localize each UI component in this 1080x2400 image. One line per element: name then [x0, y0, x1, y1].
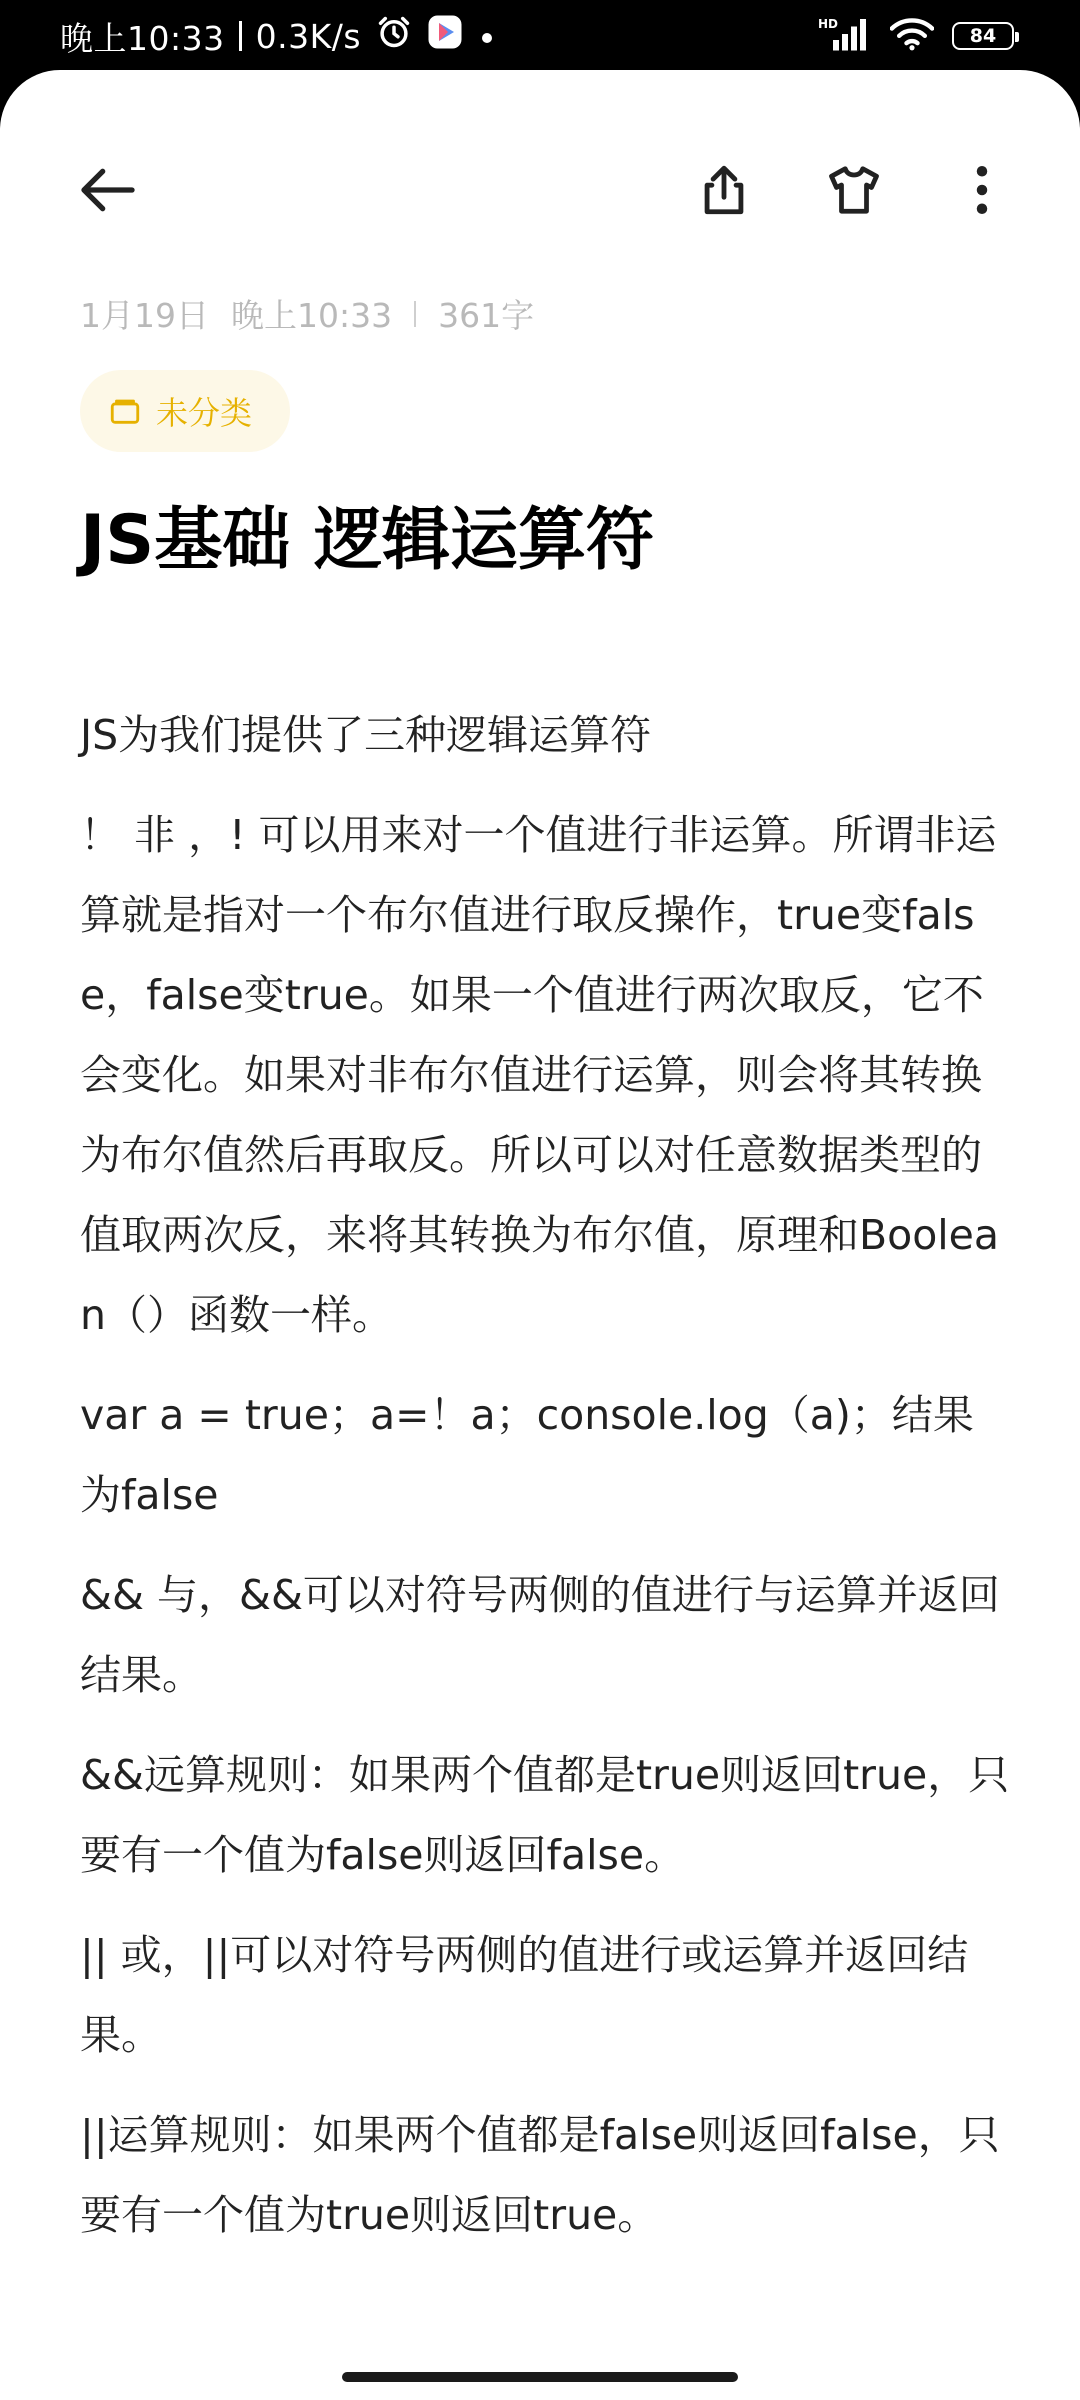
- note-paragraph: ！ 非 ，! 可以用来对一个值进行非运算。所谓非运算就是指对一个布尔值进行取反操作，true变false，false变true。如果一个值进行两次取反，它不会变化。如果对非布尔值进行运算，则会将其转换为布尔值然后再取反。所以可以对任意数据类型的值取两次反，来将其转换为布尔值，原理和Boolean（）函数一样。: [80, 811, 1000, 1339]
- wifi-icon: [890, 17, 934, 55]
- note-paragraph: JS为我们提供了三种逻辑运算符: [80, 711, 652, 759]
- share-button[interactable]: [684, 150, 764, 230]
- note-word-count: 361字: [438, 296, 535, 335]
- hd-signal-icon: [818, 16, 872, 56]
- status-divider: [239, 21, 242, 51]
- status-left: [60, 14, 497, 58]
- dot-icon: [477, 17, 497, 56]
- note-paragraph: || 或，||可以对符号两侧的值进行或运算并返回结果。: [80, 1931, 969, 2059]
- back-arrow-icon: [76, 158, 140, 222]
- network-speed: 0.3K/s: [255, 16, 362, 56]
- battery-level: 84: [969, 25, 997, 47]
- category-chip[interactable]: [80, 370, 290, 452]
- note-paragraph: && 与，&&可以对符号两侧的值进行与运算并返回结果。: [80, 1571, 1000, 1699]
- status-bar: [0, 0, 1080, 70]
- home-indicator[interactable]: [342, 2372, 738, 2382]
- status-right: [818, 14, 1014, 58]
- note-paragraph: ||运算规则：如果两个值都是false则返回false，只要有一个值为true则返回true。: [80, 2111, 1000, 2239]
- back-button[interactable]: [68, 150, 148, 230]
- folder-icon: [108, 394, 142, 428]
- more-button[interactable]: [942, 150, 1022, 230]
- note-date: 1月19日: [80, 296, 209, 335]
- more-vertical-icon: [962, 160, 1002, 220]
- note-body[interactable]: [80, 695, 1010, 2275]
- note-sheet: [0, 70, 1080, 2400]
- note-title[interactable]: JS基础 逻辑运算符: [80, 501, 654, 580]
- alarm-icon: [375, 13, 413, 59]
- note-meta: [80, 290, 534, 337]
- note-paragraph: &&远算规则：如果两个值都是true则返回true，只要有一个值为false则返回false。: [80, 1751, 1010, 1879]
- theme-shirt-icon: [824, 160, 884, 220]
- play-store-icon: [427, 14, 463, 58]
- share-icon: [695, 161, 753, 219]
- svg-text:HD: HD: [818, 17, 839, 31]
- category-label: 未分类: [156, 394, 253, 432]
- meta-divider: [414, 301, 416, 327]
- theme-button[interactable]: [814, 150, 894, 230]
- battery-icon: [952, 22, 1014, 50]
- status-time: 晚上10:33: [60, 18, 225, 58]
- note-paragraph: var a = true；a=！a；console.log（a)；结果为false: [80, 1391, 974, 1519]
- note-time: 晚上10:33: [231, 296, 393, 335]
